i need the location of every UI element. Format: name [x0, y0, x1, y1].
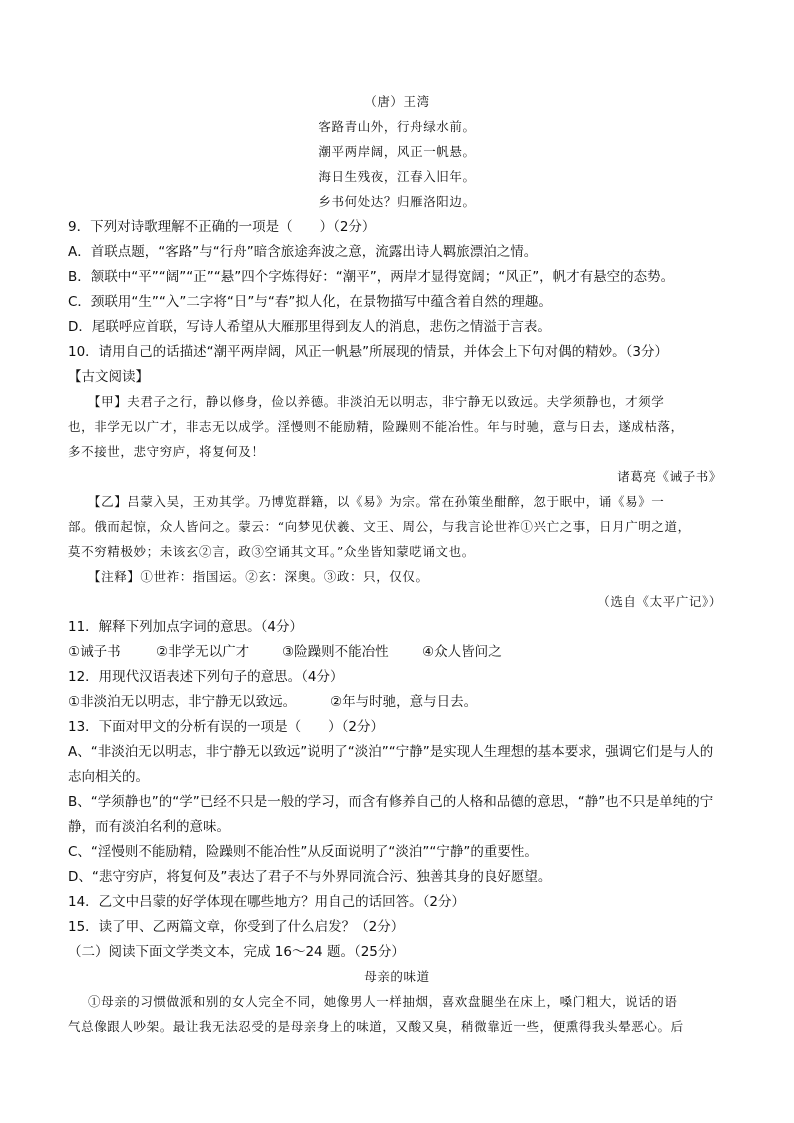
passage-yi-source: （选自《太平广记》） — [597, 594, 722, 609]
question-11-item: ②非学无以广才 — [156, 644, 250, 660]
passage-yi-line: 莫不穷精极妙；未该玄②言，政③空诵其文耳。”众坐皆知蒙呓诵文也。 — [68, 544, 475, 559]
question-11-item: ④众人皆问之 — [422, 644, 502, 660]
question-13-line: 志向相关的。 — [68, 769, 149, 785]
question-10: 10．请用自己的话描述“潮平两岸阔，风正一帆悬”所展现的情景，并体会上下句对偶的精妙。（3分） — [68, 344, 669, 360]
question-11-stem: 11．解释下列加点字词的意思。（4分） — [68, 619, 304, 635]
passage-jia-line: 也，非学无以广才，非志无以成学。淫慢则不能励精，险躁则不能冶性。年与时驰，意与日去，遂成枯落， — [68, 419, 684, 434]
question-9-option-b: B．颔联中“平”“阔”“正”“悬”四个字炼得好：“潮平”，两岸才显得宽阔；“风正”，帆才有悬空的态势。 — [68, 269, 675, 285]
question-12-stem: 12．用现代汉语表述下列句子的意思。（4分） — [68, 669, 344, 685]
poem-line: 海日生残夜，江春入旧年。 — [318, 169, 476, 184]
question-13-line: A、“非淡泊无以明志，非宁静无以致远”说明了“淡泊”“宁静”是实现人生理想的基本要求，强调它们是与人的 — [68, 744, 714, 760]
question-11-items — [68, 643, 502, 661]
question-9-stem: 9．下列对诗歌理解不正确的一项是（ ）（2分） — [68, 219, 376, 235]
poem-line: 乡书何处达？归雁洛阳边。 — [318, 194, 476, 209]
question-12-items — [68, 693, 477, 711]
question-12-item: ①非淡泊无以明志，非宁静无以致远。 — [68, 694, 297, 710]
question-12-item: ②年与时驰，意与日去。 — [330, 694, 478, 710]
question-11-item: ③险躁则不能冶性 — [282, 644, 389, 660]
passage-notes: 【注释】①世祚：指国运。②玄：深奥。③政：只，仅仅。 — [88, 569, 429, 584]
question-15: 15．读了甲、乙两篇文章，你受到了什么启发？（2分） — [68, 919, 405, 935]
poem-author: （唐）王湾 — [364, 94, 430, 109]
passage-jia-line: 多不接世，悲守穷庐，将复何及！ — [68, 444, 265, 459]
question-9-option-c: C．颈联用“生”“入”二字将“日”与“春”拟人化，在景物描写中蕴含着自然的理趣。 — [68, 294, 552, 310]
section-2-heading: （二）阅读下面文学类文本，完成 16～24 题。（25分） — [68, 944, 405, 960]
question-9-option-a: A．首联点题，“客路”与“行舟”暗含旅途奔波之意，流露出诗人羁旅漂泊之情。 — [68, 244, 538, 260]
passage-yi-line: 【乙】吕蒙入吴，王劝其学。乃博览群籍，以《易》为宗。常在孙策坐酣醉，忽于眠中，诵《易》一 — [88, 494, 665, 509]
question-13-line: D、“悲守穷庐，将复何及”表达了君子不与外界同流合污、独善其身的良好愿望。 — [68, 869, 552, 885]
question-13-line: 静，而有淡泊名利的意味。 — [68, 819, 230, 835]
question-14: 14．乙文中吕蒙的好学体现在哪些地方？用自己的话回答。（2分） — [68, 894, 466, 910]
question-9-option-d: D．尾联呼应首联，写诗人希望从大雁那里得到友人的消息，悲伤之情溢于言表。 — [68, 319, 551, 335]
question-13-stem: 13．下面对甲文的分析有误的一项是（ ）（2分） — [68, 719, 385, 735]
classical-heading: 【古文阅读】 — [68, 369, 149, 385]
story-title: 母亲的味道 — [364, 969, 430, 984]
question-11-item: ①诫子书 — [68, 644, 121, 660]
story-line: 气总像跟人吵架。最让我无法忍受的是母亲身上的味道，又酸又臭，稍微靠近一些，便熏得我头晕恶心。后 — [68, 1019, 684, 1034]
passage-jia-line: 【甲】夫君子之行，静以修身，俭以养德。非淡泊无以明志，非宁静无以致远。夫学须静也，才须学 — [88, 394, 665, 409]
poem-line: 潮平两岸阔，风正一帆悬。 — [318, 144, 476, 159]
poem-line: 客路青山外，行舟绿水前。 — [318, 119, 476, 134]
question-13-line: C、“淫慢则不能励精，险躁则不能冶性”从反面说明了“淡泊”“宁静”的重要性。 — [68, 844, 538, 860]
passage-jia-source: 诸葛亮《诫子书》 — [617, 469, 722, 484]
passage-yi-line: 部。俄而起惊，众人皆问之。蒙云：“向梦见伏羲、文王、周公，与我言论世祚①兴亡之事，日月广明之道， — [68, 519, 691, 534]
story-line: ①母亲的习惯做派和别的女人完全不同，她像男人一样抽烟，喜欢盘腿坐在床上，嗓门粗大，说话的语 — [88, 994, 678, 1009]
question-13-line: B、“学须静也”的“学”已经不只是一般的学习，而含有修养自己的人格和品德的意思，“静”也不只是单纯的宁 — [68, 794, 714, 810]
